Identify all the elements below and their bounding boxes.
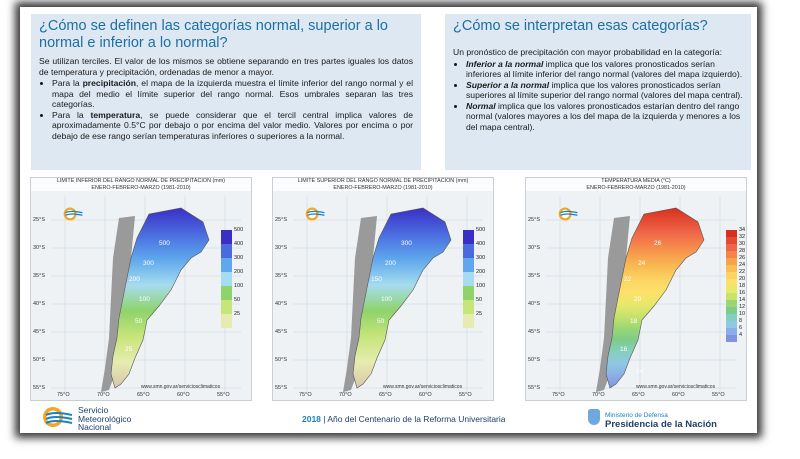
ministry-label: Ministerio de Defensa Presidencia de la Nación (605, 412, 717, 430)
contour-label: 200 (129, 276, 140, 283)
smn-logo-icon (42, 406, 76, 428)
latitude-label: 25°S (33, 217, 45, 223)
latitude-label: 35°S (33, 273, 45, 279)
smn-name: Servicio Meteorológico Nacional (78, 405, 132, 432)
latitude-label: 40°S (33, 301, 45, 307)
normal-bullet: • Normal implica que los valores pronosticados estarían dentro del rango normal (valores mayores a los del mapa de la izquierda y menores a los del mapa central). (466, 101, 743, 133)
latitude-label: 40°S (275, 301, 287, 307)
color-swatch (726, 318, 743, 328)
coat-of-arms-icon (588, 409, 600, 425)
latitude-label: 30°S (275, 245, 287, 251)
map-title: LÍMITE INFERIOR DEL RANGO NORMAL DE PRECIPITACIÓN (mm) ENERO-FEBRERO-MARZO (1981-2010) (31, 178, 251, 191)
longitude-label: 70°O (592, 392, 605, 398)
scale-label: 8 (739, 318, 743, 324)
scale-label: 20 (739, 276, 746, 282)
latitude-label: 30°S (528, 245, 540, 251)
contour-label: 100 (139, 296, 150, 303)
scale-label: 300 (476, 255, 486, 261)
scale-label: 12 (739, 304, 746, 310)
scale-label: 100 (234, 283, 244, 289)
longitude-label: 75°O (299, 392, 312, 398)
scale-label: 500 (234, 227, 244, 233)
scale-label: 200 (476, 269, 486, 275)
latitude-label: 35°S (275, 273, 287, 279)
contour-label: 50 (377, 318, 385, 325)
footer (20, 402, 757, 433)
contour-label: 26 (654, 240, 662, 247)
contour-label: 22 (624, 276, 632, 283)
latitude-label: 35°S (528, 273, 540, 279)
scale-label: 25 (234, 311, 241, 317)
above-normal-bullet: • Superior a la normal implica que los valores pronosticados serían superiores al límite superior del rango normal (valores del mapa central). (466, 80, 743, 101)
longitude-label: 60°O (177, 392, 190, 398)
scale-label: 50 (234, 297, 241, 303)
color-swatch (726, 325, 743, 335)
temperature-bullet: • Para la temperatura, se puede considerar que el tercil central implica valores de aproximadamente 0.5°C por debajo o por encima del valor medio. Valores por encima o por debajo de ese rango serían temperaturas inferiores o superiores a la normal. (52, 110, 413, 142)
scale-label: 14 (739, 297, 746, 303)
longitude-label: 55°O (217, 392, 230, 398)
precip-lower-limit-map (30, 177, 252, 401)
scale-label: 22 (739, 269, 746, 275)
latitude-label: 40°S (528, 301, 540, 307)
precipitation-bullet: • Para la precipitación, el mapa de la izquierda muestra el límite inferior del rango normal y el mapa del medio el límite superior del rango normal. Esos umbrales separan las tres categorías. (52, 78, 413, 110)
contour-label: 500 (159, 240, 170, 247)
definitions-panel (31, 14, 421, 170)
latitude-label: 50°S (275, 357, 287, 363)
scale-label: 34 (739, 227, 746, 233)
scale-label: 26 (739, 255, 746, 261)
map-title: LÍMITE SUPERIOR DEL RANGO NORMAL DE PRECIPITACIÓN (mm) ENERO-FEBRERO-MARZO (1981-2010) (273, 178, 493, 191)
color-swatch (463, 311, 483, 328)
color-scale (726, 227, 746, 342)
contour-label: 25 (125, 346, 133, 353)
latitude-label: 45°S (275, 329, 287, 335)
below-normal-bullet: • Inferior a la normal implica que los valores pronosticados serían inferiores al límite inferior del rango normal (valores del mapa izquierdo). (466, 59, 743, 80)
contour-label: 300 (401, 240, 412, 247)
latitude-label: 55°S (528, 385, 540, 391)
interpretation-panel (445, 14, 751, 170)
longitude-label: 75°O (552, 392, 565, 398)
slide (20, 7, 757, 433)
color-swatch (726, 332, 743, 342)
interpretation-intro: Un pronóstico de precipitación con mayor probabilidad en la categoría: (453, 47, 722, 57)
map-title: TEMPERATURA MEDIA (°C) ENERO-FEBRERO-MARZO (1981-2010) (526, 178, 746, 191)
centenary-tagline: 2018 | Año del Centenario de la Reforma Universitaria (302, 414, 506, 424)
longitude-label: 70°O (97, 392, 110, 398)
smn-map-logo-icon (558, 206, 580, 222)
map-credit: www.smn.gov.ar/serviciosclimaticos (636, 384, 716, 390)
longitude-label: 55°O (712, 392, 725, 398)
contour-label: 200 (385, 260, 396, 267)
scale-label: 400 (234, 241, 244, 247)
scale-label: 25 (476, 311, 483, 317)
color-swatch (726, 311, 746, 321)
contour-label: 18 (630, 318, 638, 325)
contour-label: 300 (143, 260, 154, 267)
longitude-label: 55°O (459, 392, 472, 398)
smn-map-logo-icon (63, 206, 85, 222)
latitude-label: 30°S (33, 245, 45, 251)
longitude-label: 65°O (379, 392, 392, 398)
scale-label: 500 (476, 227, 486, 233)
precip-upper-limit-map (272, 177, 494, 401)
scale-label: 300 (234, 255, 244, 261)
latitude-label: 50°S (528, 357, 540, 363)
mean-temperature-map (525, 177, 747, 401)
longitude-label: 60°O (419, 392, 432, 398)
color-swatch (221, 311, 241, 328)
scale-label: 24 (739, 262, 746, 268)
color-scale (221, 227, 244, 328)
maps-row (20, 177, 757, 402)
scale-label: 6 (739, 325, 743, 331)
scale-label: 200 (234, 269, 244, 275)
longitude-label: 75°O (57, 392, 70, 398)
scale-label: 18 (739, 283, 746, 289)
scale-label: 10 (739, 311, 746, 317)
latitude-label: 25°S (275, 217, 287, 223)
scale-label: 16 (739, 290, 746, 296)
latitude-label: 50°S (33, 357, 45, 363)
definitions-title: ¿Cómo se definen las categorías normal, superior a lo normal e inferior a lo normal? (39, 18, 388, 51)
scale-label: 4 (739, 332, 743, 338)
contour-label: 20 (634, 296, 642, 303)
interpretation-title: ¿Cómo se interpretan esas categorías? (453, 18, 708, 34)
definitions-list (39, 78, 413, 141)
contour-label: 24 (638, 260, 646, 267)
latitude-label: 45°S (528, 329, 540, 335)
latitude-label: 45°S (33, 329, 45, 335)
scale-label: 50 (476, 297, 483, 303)
contour-label: 150 (371, 276, 382, 283)
interpretation-list (453, 59, 743, 133)
scale-label: 400 (476, 241, 486, 247)
contour-label: 100 (381, 296, 392, 303)
contour-label: 14 (636, 368, 644, 375)
longitude-label: 70°O (339, 392, 352, 398)
longitude-label: 65°O (632, 392, 645, 398)
scale-label: 100 (476, 283, 486, 289)
definitions-intro: Se utilizan terciles. El valor de los mismos se obtiene separando en tres partes iguales los datos de temperatura y precipitación, ordenadas de menor a mayor. (39, 56, 413, 77)
latitude-label: 55°S (33, 385, 45, 391)
map-credit: www.smn.gov.ar/serviciosclimaticos (141, 384, 221, 390)
map-credit: www.smn.gov.ar/serviciosclimaticos (383, 384, 463, 390)
contour-label: 50 (135, 318, 143, 325)
scale-label: 28 (739, 248, 746, 254)
longitude-label: 60°O (672, 392, 685, 398)
smn-map-logo-icon (305, 206, 327, 222)
scale-label: 32 (739, 234, 746, 240)
latitude-label: 25°S (528, 217, 540, 223)
longitude-label: 65°O (137, 392, 150, 398)
latitude-label: 55°S (275, 385, 287, 391)
contour-label: 16 (620, 346, 628, 353)
color-scale (463, 227, 486, 328)
scale-label: 30 (739, 241, 746, 247)
